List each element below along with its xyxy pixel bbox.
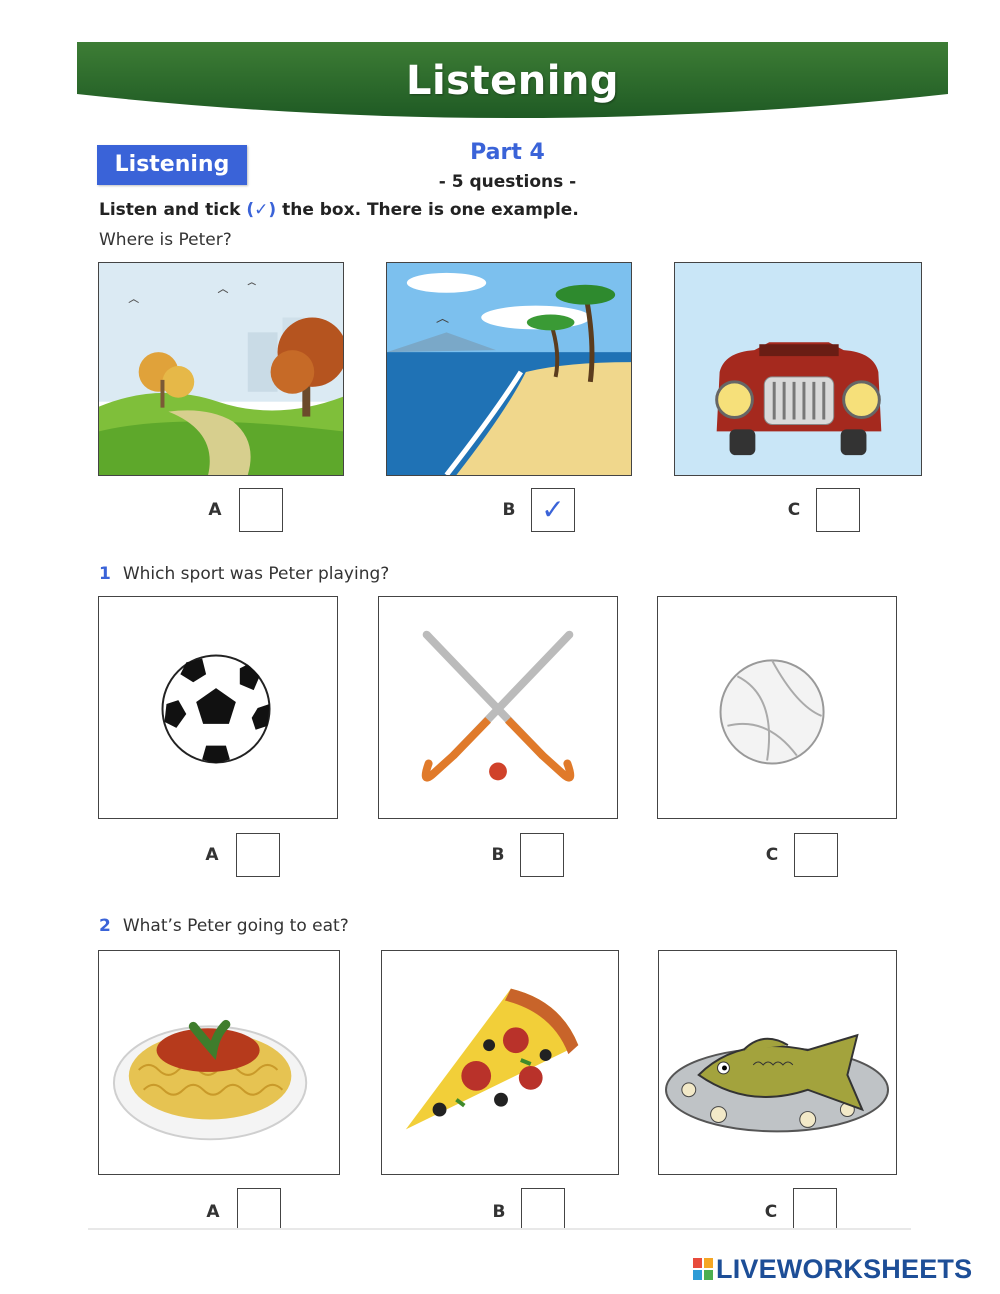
answer-checkbox[interactable] [520,833,564,877]
question-1 [99,564,389,584]
answer-checkbox[interactable] [793,1188,837,1228]
option-picture-fish [658,950,897,1175]
part-subtitle: - 5 questions - [438,172,577,192]
section-badge: Listening [97,145,247,185]
option-letter: C [765,845,779,865]
option-letter: A [208,500,222,520]
page-title: Listening [405,58,620,104]
answer-checkbox[interactable] [236,833,280,877]
answer-checkbox[interactable] [521,1188,565,1228]
question-2 [99,916,349,936]
option-picture-park [98,262,344,476]
question-text: What’s Peter going to eat? [122,916,349,936]
answer-checkbox[interactable] [239,488,283,532]
option-picture-car [674,262,922,476]
brand-logo [693,1254,972,1284]
fish-icon [659,951,896,1174]
option-picture-pizza [381,950,619,1175]
option-letter: A [206,1202,220,1222]
pizza-slice-icon [382,951,618,1174]
option-picture-volleyball [657,596,897,819]
option-picture-football [98,596,338,819]
answer-checkbox[interactable] [816,488,860,532]
part-title: Part 4 [470,140,545,165]
option-letter: B [492,1202,506,1222]
question-number: 1 [99,564,111,584]
option-letter: A [205,845,219,865]
option-picture-hockey [378,596,618,819]
answer-checkbox[interactable] [237,1188,281,1228]
instruction [99,200,579,220]
option-picture-spaghetti [98,950,340,1175]
page-bottom-rule [88,1228,911,1230]
brand-name: LIVEWORKSHEETS [716,1253,973,1284]
park-icon [99,263,343,475]
example-question: Where is Peter? [99,230,232,250]
football-icon [99,597,337,818]
instruction-before: Listen and tick [99,200,247,220]
question-text: Which sport was Peter playing? [122,564,390,584]
instruction-tick: (✓) [246,200,277,220]
liveworksheets-logo-icon [693,1258,713,1280]
instruction-after: the box. There is one example. [276,200,579,220]
car-icon [675,263,921,475]
beach-icon [387,263,631,475]
spaghetti-icon [99,951,339,1174]
answer-checkbox[interactable] [794,833,838,877]
volleyball-icon [658,597,896,818]
option-picture-beach [386,262,632,476]
question-number: 2 [99,916,111,936]
option-letter: C [764,1202,778,1222]
option-letter: C [787,500,801,520]
hockey-sticks-icon [379,597,617,818]
option-letter: B [502,500,516,520]
option-letter: B [491,845,505,865]
answer-checkbox-checked[interactable]: ✓ [531,488,575,532]
